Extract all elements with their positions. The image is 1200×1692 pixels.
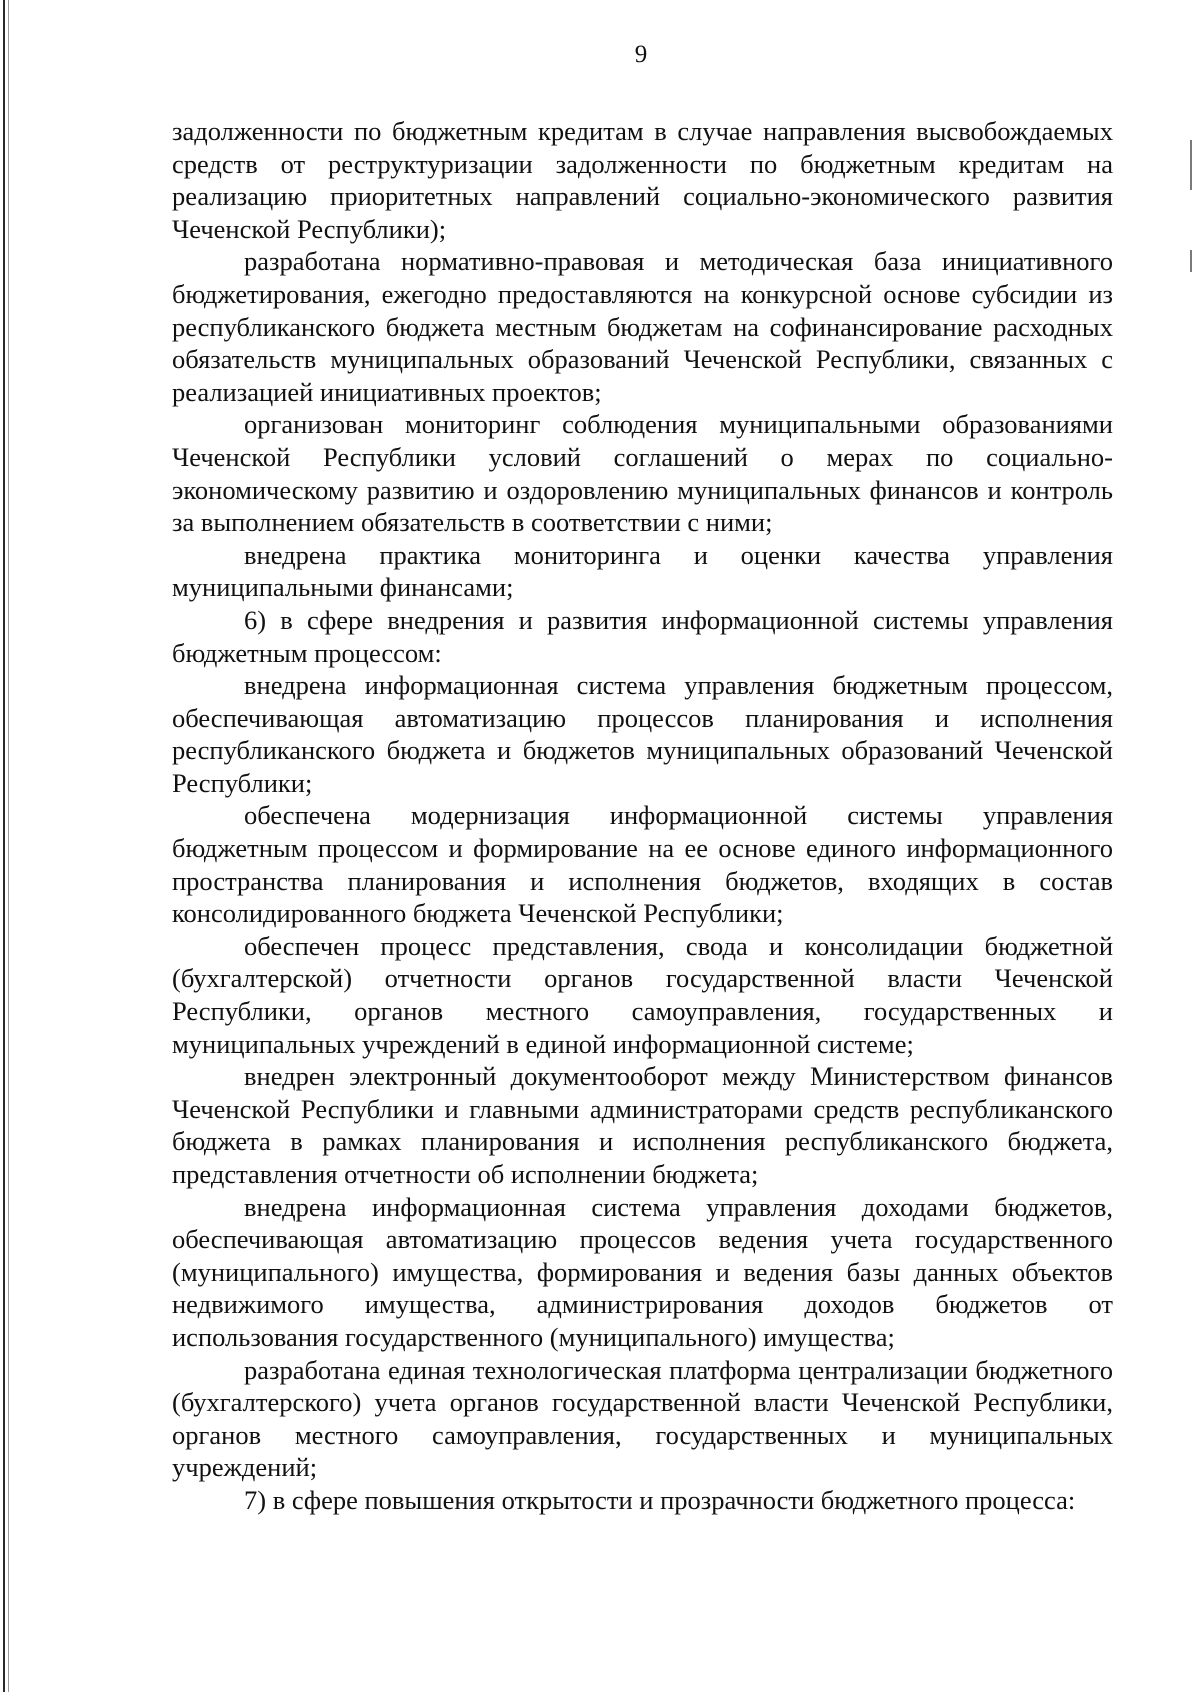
page-number: 9 [634, 41, 648, 68]
paragraph: разработана нормативно-правовая и методическая база инициативного бюджетирования, ежегодно предоставляются на конкурсной основе субсидии из республиканского бюджета местным бюджетам на софинансирование расходных обязательств муниципальных образований Чеченской Республики, связанных с реализацией инициативных проектов; [172, 246, 1113, 407]
section-heading-6: 6) в сфере внедрения и развития информационной системы управления бюджетным процессом: [172, 604, 1113, 668]
scan-mark-right [1190, 140, 1192, 190]
paragraph: внедрена информационная система управления доходами бюджетов, обеспечивающая автоматизацию процессов ведения учета государственного (муниципального) имущества, формирования и ведения базы данных объектов недвижимого имущества, администрирования доходов бюджетов от использования государственного (муниципального) имущества; [172, 1191, 1113, 1352]
scan-border-left [3, 0, 5, 1692]
section-heading-7: 7) в сфере повышения открытости и прозрачности бюджетного процесса: [244, 1484, 1076, 1515]
scan-mark-right [1190, 250, 1192, 272]
paragraph: задолженности по бюджетным кредитам в случае направления высвобождаемых средств от реструктуризации задолженности по бюджетным кредитам на реализацию приоритетных направлений социально-экономического развития Чеченской Республики); [172, 116, 1113, 244]
document-body [172, 115, 1113, 1517]
paragraph: организован мониторинг соблюдения муниципальными образованиями Чеченской Республики условий соглашений о мерах по социально-экономическому развитию и оздоровлению муниципальных финансов и контроль за выполнением обязательств в соответствии с ними; [172, 409, 1113, 538]
paragraph: обеспечен процесс представления, свода и консолидации бюджетной (бухгалтерской) отчетности органов государственной власти Чеченской Республики, органов местного самоуправления, государственных и муниципальных учреждений в единой информационной системе; [172, 930, 1113, 1059]
scan-border-left-inner [8, 0, 9, 1692]
paragraph: внедрен электронный документооборот между Министерством финансов Чеченской Республики и главными администраторами средств республиканского бюджета в рамках планирования и исполнения республиканского бюджета, представления отчетности об исполнении бюджета; [172, 1061, 1113, 1189]
paragraph: обеспечена модернизация информационной системы управления бюджетным процессом и формирование на ее основе единого информационного пространства планирования и исполнения бюджетов, входящих в состав консолидированного бюджета Чеченской Республики; [172, 800, 1113, 929]
paragraph: разработана единая технологическая платформа централизации бюджетного (бухгалтерского) учета органов государственной власти Чеченской Республики, органов местного самоуправления, государственных и муниципальных учреждений; [172, 1354, 1113, 1483]
paragraph: внедрена практика мониторинга и оценки качества управления муниципальными финансами; [172, 539, 1113, 603]
paragraph: внедрена информационная система управления бюджетным процессом, обеспечивающая автоматизацию процессов планирования и исполнения республиканского бюджета и бюджетов муниципальных образований Чеченской Республики; [172, 670, 1113, 798]
